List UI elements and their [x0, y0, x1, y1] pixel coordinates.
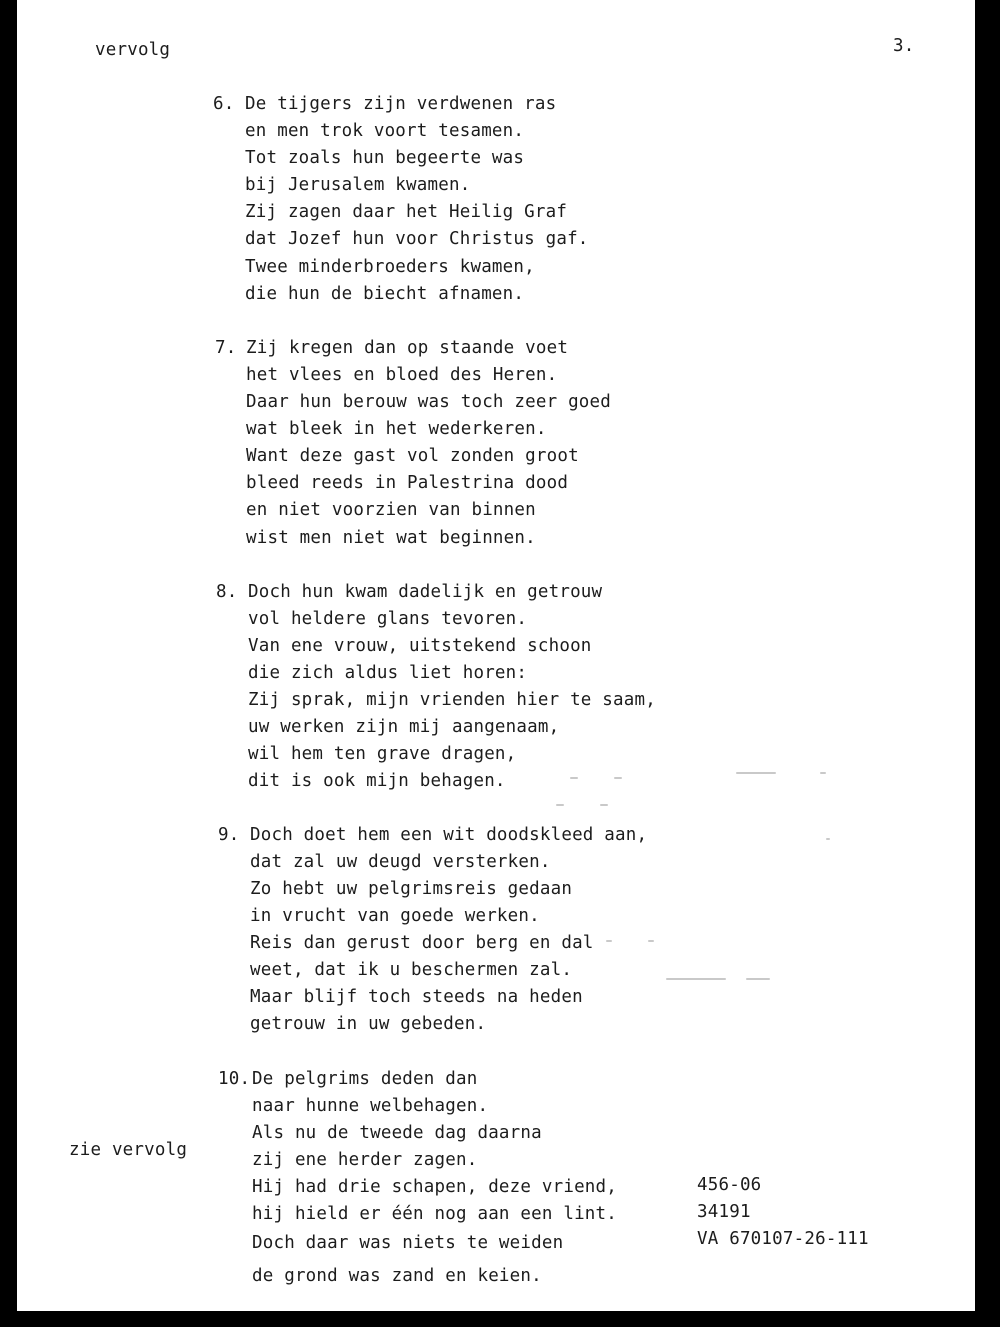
scan-edge-right: [975, 0, 1000, 1327]
scan-speck: [606, 940, 612, 942]
continued-note: zie vervolg: [69, 1140, 188, 1160]
verse-line: Tot zoals hun begeerte was: [245, 148, 525, 168]
verse-line: dit is ook mijn behagen.: [248, 771, 506, 791]
verse-line: bij Jerusalem kwamen.: [245, 175, 471, 195]
verse-line: Daar hun berouw was toch zeer goed: [246, 392, 612, 412]
stanza-number: 8.: [216, 582, 238, 602]
verse-line: naar hunne welbehagen.: [252, 1096, 489, 1116]
verse-line: Doch doet hem een wit doodskleed aan,: [250, 825, 648, 845]
stanza-number: 9.: [218, 825, 240, 845]
verse-line: in vrucht van goede werken.: [250, 906, 540, 926]
verse-line: vol heldere glans tevoren.: [248, 609, 528, 629]
verse-line: De tijgers zijn verdwenen ras: [245, 94, 557, 114]
archive-code: 34191: [697, 1202, 751, 1222]
page-number: 3.: [893, 36, 915, 56]
verse-line: en men trok voort tesamen.: [245, 121, 525, 141]
verse-line: Als nu de tweede dag daarna: [252, 1123, 542, 1143]
verse-line: Van ene vrouw, uitstekend schoon: [248, 636, 592, 656]
verse-line: Zij kregen dan op staande voet: [246, 338, 569, 358]
verse-line: wist men niet wat beginnen.: [246, 528, 536, 548]
verse-line: de grond was zand en keien.: [252, 1266, 542, 1286]
verse-line: Hij had drie schapen, deze vriend,: [252, 1177, 618, 1197]
scan-speck: [746, 978, 770, 980]
verse-line: De pelgrims deden dan: [252, 1069, 478, 1089]
verse-line: het vlees en bloed des Heren.: [246, 365, 558, 385]
stanza-number: 10.: [218, 1069, 251, 1089]
scan-speck: [600, 804, 608, 806]
scan-edge-left: [0, 0, 17, 1327]
header-continued-label: vervolg: [95, 40, 171, 60]
verse-line: dat Jozef hun voor Christus gaf.: [245, 229, 589, 249]
scan-speck: [614, 777, 622, 779]
scan-speck: [736, 772, 776, 774]
verse-line: Maar blijf toch steeds na heden: [250, 987, 583, 1007]
scan-speck: [570, 777, 578, 779]
verse-line: Doch daar was niets te weiden: [252, 1233, 564, 1253]
verse-line: Zo hebt uw pelgrimsreis gedaan: [250, 879, 573, 899]
verse-line: dat zal uw deugd versterken.: [250, 852, 551, 872]
verse-line: hij hield er één nog aan een lint.: [252, 1204, 618, 1224]
archive-code: 456-06: [697, 1175, 762, 1195]
scan-edge-bottom: [0, 1311, 1000, 1327]
verse-line: Zij sprak, mijn vrienden hier te saam,: [248, 690, 656, 710]
verse-line: weet, dat ik u beschermen zal.: [250, 960, 573, 980]
verse-line: Reis dan gerust door berg en dal: [250, 933, 594, 953]
verse-line: die zich aldus liet horen:: [248, 663, 528, 683]
verse-line: Twee minderbroeders kwamen,: [245, 257, 535, 277]
verse-line: getrouw in uw gebeden.: [250, 1014, 487, 1034]
scan-speck: [820, 772, 826, 774]
verse-line: Zij zagen daar het Heilig Graf: [245, 202, 568, 222]
scan-speck: [666, 978, 726, 980]
verse-line: Want deze gast vol zonden groot: [246, 446, 579, 466]
scan-speck: [556, 804, 564, 806]
stanza-number: 6.: [213, 94, 235, 114]
verse-line: en niet voorzien van binnen: [246, 500, 536, 520]
verse-line: die hun de biecht afnamen.: [245, 284, 525, 304]
archive-code: VA 670107-26-111: [697, 1229, 869, 1249]
scan-speck: [826, 838, 830, 840]
verse-line: uw werken zijn mij aangenaam,: [248, 717, 560, 737]
verse-line: Doch hun kwam dadelijk en getrouw: [248, 582, 603, 602]
verse-line: wil hem ten grave dragen,: [248, 744, 517, 764]
scan-speck: [648, 940, 654, 942]
stanza-number: 7.: [215, 338, 237, 358]
verse-line: zij ene herder zagen.: [252, 1150, 478, 1170]
verse-line: wat bleek in het wederkeren.: [246, 419, 547, 439]
verse-line: bleed reeds in Palestrina dood: [246, 473, 569, 493]
